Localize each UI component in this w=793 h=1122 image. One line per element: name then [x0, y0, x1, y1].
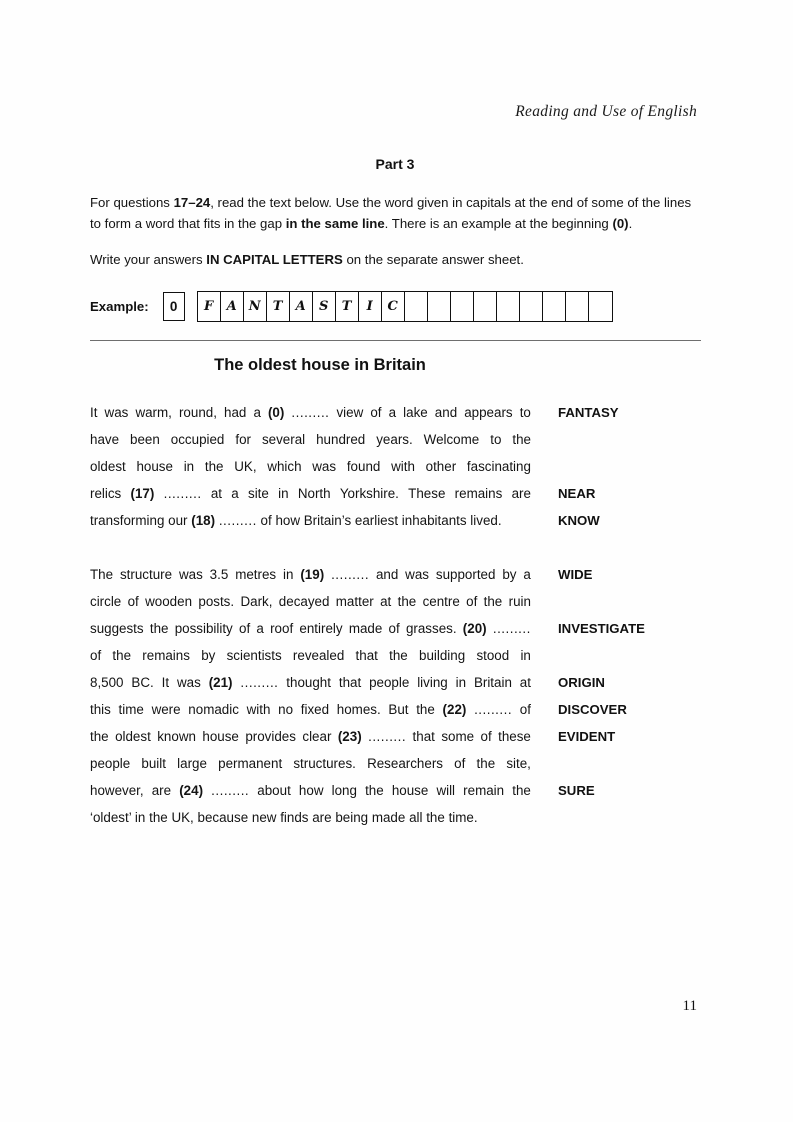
passage-word: occupied — [170, 432, 225, 447]
passage-word: The — [90, 567, 114, 582]
passage-word: however, — [90, 783, 144, 798]
passage-word: supported — [435, 567, 496, 582]
passage-word: Britain — [473, 675, 512, 690]
passage-word: other — [425, 459, 457, 474]
passage-line — [90, 507, 531, 534]
prompt-word: FANTASY — [558, 405, 619, 420]
passage-word: by — [201, 648, 216, 663]
passage-word: that — [338, 675, 362, 690]
gap-dots: ......... — [331, 567, 370, 582]
passage-word: some — [441, 729, 475, 744]
passage-word: Britain’s — [303, 513, 352, 528]
passage-word: the — [149, 810, 168, 825]
passage-line — [90, 804, 531, 831]
passage-word: of — [127, 594, 139, 609]
prompt-word-blank — [558, 588, 708, 615]
prompt-word-blank — [558, 534, 708, 561]
passage-word: in — [283, 567, 294, 582]
instructions-text-b: , read the text below. Use the word given in capitals at the end of some of the lines to form a word that fits in the gap — [90, 195, 692, 231]
passage-word: made — [348, 621, 383, 636]
passage-word: a — [253, 405, 261, 420]
passage-word: appears — [464, 405, 513, 420]
passage-word: was — [176, 675, 201, 690]
passage-word: site — [248, 486, 269, 501]
passage-word: been — [130, 432, 160, 447]
example-answer-cell-empty[interactable] — [451, 292, 474, 321]
passage-word: in — [455, 675, 467, 690]
passage-word: a — [256, 621, 264, 636]
passage-word: all — [409, 810, 423, 825]
passage-word: was — [178, 567, 203, 582]
passage-word: of — [480, 729, 492, 744]
section-divider — [90, 340, 701, 341]
passage-word: by — [502, 567, 517, 582]
example-answer-cell[interactable]: F — [198, 292, 221, 321]
passage-word: Dark, — [240, 594, 273, 609]
passage-word: how — [275, 513, 301, 528]
passage-word: the — [483, 594, 503, 609]
passage-word: the — [112, 648, 132, 663]
passage-word: will — [436, 783, 456, 798]
passage-word: revealed — [292, 648, 345, 663]
passage-line — [90, 750, 531, 777]
passage-word: was — [312, 459, 337, 474]
passage-line — [90, 615, 531, 642]
prompt-word-blank — [558, 750, 708, 777]
passage-word: transforming — [90, 513, 165, 528]
passage-word: to — [490, 432, 502, 447]
passage-word: our — [168, 513, 188, 528]
passage-line — [90, 777, 531, 804]
passage-word: in — [278, 486, 289, 501]
passage-word: wooden — [145, 594, 193, 609]
passage-word: lake — [403, 405, 428, 420]
passage-word: circle — [90, 594, 122, 609]
instructions-paragraph — [90, 192, 702, 234]
prompt-word: SURE — [558, 783, 595, 798]
passage-word: a — [231, 486, 239, 501]
passage-word: house — [391, 783, 429, 798]
passage-word: the — [512, 432, 531, 447]
example-row — [90, 291, 613, 322]
capital-letters-emphasis: IN CAPITAL LETTERS — [206, 252, 343, 267]
passage-line — [90, 696, 531, 723]
example-answer-cell-empty[interactable] — [543, 292, 566, 321]
passage-word: the — [90, 729, 109, 744]
same-line-emphasis: in the same line — [285, 216, 385, 231]
instructions-text-d: . — [628, 216, 633, 231]
example-answer-cell[interactable]: N — [244, 292, 267, 321]
passage-word: the — [365, 783, 384, 798]
example-label: Example: — [90, 298, 149, 314]
passage-word: new — [251, 810, 277, 825]
passage-word: being — [335, 810, 369, 825]
question-number: (17) — [130, 486, 155, 501]
passage-line — [90, 588, 531, 615]
prompt-word: DISCOVER — [558, 702, 627, 717]
passage-word: suggests — [90, 621, 144, 636]
passage-word: grasses. — [405, 621, 457, 636]
passage-word: earliest — [354, 513, 399, 528]
prompt-word-blank — [558, 426, 708, 453]
passage-word: with — [391, 459, 415, 474]
example-answer-cell[interactable]: S — [313, 292, 336, 321]
passage-word: are — [511, 486, 531, 501]
passage-word: in — [520, 648, 531, 663]
passage-word: of — [466, 594, 478, 609]
passage-word: to — [519, 405, 531, 420]
passage-word: in — [134, 810, 146, 825]
passage-word: and — [375, 567, 399, 582]
question-number: (20) — [462, 621, 487, 636]
question-number: (21) — [208, 675, 233, 690]
passage-word: hundred — [316, 432, 366, 447]
gap-dots: ......... — [474, 702, 513, 717]
example-answer-cell[interactable]: I — [359, 292, 382, 321]
example-answer-cell[interactable]: T — [336, 292, 359, 321]
instructions-text-a: For questions — [90, 195, 174, 210]
passage-word: people — [369, 675, 410, 690]
passage-word: stood — [476, 648, 510, 663]
passage-word: long — [331, 783, 357, 798]
passage-word: thought — [286, 675, 331, 690]
passage-word: BC. — [131, 675, 154, 690]
passage-word: decayed — [278, 594, 330, 609]
write-answers-instruction — [90, 249, 702, 270]
passage-line — [90, 669, 531, 696]
passage-word: which — [267, 459, 302, 474]
passage-word: warm, — [135, 405, 172, 420]
passage-word: that — [355, 648, 378, 663]
passage-line — [90, 642, 531, 669]
passage-line — [90, 723, 531, 750]
question-number: (19) — [300, 567, 325, 582]
passage-word: Welcome — [423, 432, 480, 447]
question-number: (0) — [267, 405, 285, 420]
passage-word: 3.5 — [209, 567, 229, 582]
passage-word: several — [261, 432, 306, 447]
passage-word: of — [90, 648, 102, 663]
passage-word: site, — [506, 756, 531, 771]
running-header: Reading and Use of English — [515, 103, 697, 120]
passage-word: were — [151, 702, 181, 717]
prompt-word-blank — [558, 642, 708, 669]
passage-word: Researchers — [367, 756, 443, 771]
passage-word: the — [476, 756, 496, 771]
example-answer-cell-empty[interactable] — [405, 292, 428, 321]
passage-word: the — [426, 810, 445, 825]
passage-word: house — [136, 459, 173, 474]
passage-word: clear — [302, 729, 332, 744]
passage-word: of — [388, 621, 400, 636]
passage-word: round, — [178, 405, 217, 420]
passage-word: how — [298, 783, 324, 798]
passage-word: was — [104, 405, 129, 420]
passage-blank-line — [90, 534, 531, 561]
gap-dots: ......... — [291, 405, 330, 420]
passage-word: for — [235, 432, 251, 447]
passage-word: these — [498, 729, 531, 744]
passage-word: with — [246, 702, 271, 717]
prompt-word: NEAR — [558, 486, 596, 501]
passage-word: inhabitants — [401, 513, 467, 528]
passage-word: structures. — [293, 756, 356, 771]
passage-word: remains — [454, 486, 503, 501]
example-answer-cell-empty[interactable] — [474, 292, 497, 321]
passage-line — [90, 561, 531, 588]
passage-word: nomadic — [188, 702, 239, 717]
passage-word: Yorkshire. — [339, 486, 399, 501]
passage-word: known — [157, 729, 196, 744]
passage-word: no — [278, 702, 294, 717]
prompt-word: ORIGIN — [558, 675, 605, 690]
passage-word: roof — [270, 621, 294, 636]
passage-word: entirely — [299, 621, 343, 636]
passage-word: in — [183, 459, 195, 474]
passage-word: at — [380, 594, 392, 609]
prompt-word: EVIDENT — [558, 729, 616, 744]
passage-word: are — [151, 783, 172, 798]
passage-word: permanent — [218, 756, 283, 771]
passage-word: of — [260, 513, 272, 528]
passage-word: the — [416, 702, 435, 717]
passage-word: house — [202, 729, 239, 744]
passage-word: It — [90, 405, 98, 420]
passage-word: building — [419, 648, 466, 663]
passage-text-column — [90, 399, 531, 831]
passage-word: homes. — [336, 702, 381, 717]
example-answer-cell-empty[interactable] — [497, 292, 520, 321]
passage-word: at — [519, 675, 531, 690]
passage-word: the — [204, 459, 224, 474]
example-answer-cell[interactable]: T — [267, 292, 290, 321]
passage-word: view — [336, 405, 364, 420]
passage-word: lived. — [470, 513, 502, 528]
passage-word: of — [370, 405, 382, 420]
passage-word: found — [346, 459, 381, 474]
passage-word: centre — [422, 594, 460, 609]
passage-word: at — [210, 486, 223, 501]
passage-word: remains — [142, 648, 190, 663]
passage-word: UK, — [171, 810, 194, 825]
passage-word: scientists — [226, 648, 282, 663]
passage-word: the — [149, 621, 169, 636]
passage-word: that — [412, 729, 435, 744]
example-answer-cell-empty[interactable] — [520, 292, 543, 321]
example-answer-cell[interactable]: A — [290, 292, 313, 321]
question-number: (24) — [179, 783, 204, 798]
gap-dots: ......... — [211, 783, 250, 798]
question-number: (22) — [442, 702, 467, 717]
gap-dots: ......... — [492, 621, 531, 636]
passage-word: matter — [335, 594, 374, 609]
prompt-word: INVESTIGATE — [558, 621, 645, 636]
write-answers-text-b: on the separate answer sheet. — [342, 252, 524, 267]
passage-word: finds — [280, 810, 309, 825]
passage-title: The oldest house in Britain — [214, 356, 426, 374]
passage-word: posts. — [198, 594, 235, 609]
passage-word: years. — [376, 432, 413, 447]
question-range: 17–24 — [173, 195, 211, 210]
passage-word: have — [90, 432, 120, 447]
example-answer-cell-empty[interactable] — [566, 292, 589, 321]
example-reference: (0) — [612, 216, 629, 231]
passage-line — [90, 453, 531, 480]
gap-dots: ......... — [240, 675, 279, 690]
passage-word: are — [312, 810, 332, 825]
passage-word: metres — [235, 567, 277, 582]
question-number: (23) — [337, 729, 362, 744]
passage-word: time. — [448, 810, 478, 825]
passage-word: UK, — [234, 459, 257, 474]
passage-line — [90, 480, 531, 507]
passage-word: 8,500 — [90, 675, 124, 690]
example-answer-cell-empty[interactable] — [428, 292, 451, 321]
passage-word: of — [239, 621, 251, 636]
gap-dots: ......... — [218, 513, 257, 528]
passage-word: fixed — [300, 702, 330, 717]
passage-word: remain — [463, 783, 505, 798]
example-question-number-box: 0 — [163, 292, 185, 321]
passage-word: structure — [119, 567, 173, 582]
passage-word: relics — [90, 486, 122, 501]
gap-dots: ......... — [163, 486, 202, 501]
passage-word: living — [417, 675, 448, 690]
passage-word: It — [161, 675, 170, 690]
passage-word: this — [90, 702, 111, 717]
example-answer-cell-empty[interactable] — [589, 292, 612, 321]
example-answer-cell[interactable]: C — [382, 292, 405, 321]
prompt-word: KNOW — [558, 513, 600, 528]
passage-word: But — [388, 702, 409, 717]
passage-word: the — [397, 594, 417, 609]
prompt-word-blank — [558, 453, 708, 480]
passage-word: oldest — [115, 729, 151, 744]
passage-word: and — [434, 405, 458, 420]
question-number: (18) — [191, 513, 216, 528]
passage-word: large — [177, 756, 207, 771]
passage-word: because — [197, 810, 249, 825]
passage-word: fascinating — [466, 459, 531, 474]
passage-word: time — [118, 702, 144, 717]
example-answer-grid[interactable] — [197, 291, 613, 322]
prompt-word-column — [558, 399, 708, 831]
gap-dots: ......... — [368, 729, 407, 744]
passage-word: a — [523, 567, 531, 582]
page-number: 11 — [682, 998, 697, 1014]
write-answers-text-a: Write your answers — [90, 252, 207, 267]
instructions-text-c: . There is an example at the beginning — [384, 216, 613, 231]
passage-word: had — [224, 405, 247, 420]
prompt-word: WIDE — [558, 567, 593, 582]
passage-word: made — [371, 810, 406, 825]
passage-word: the — [512, 783, 531, 798]
passage-word: of — [454, 756, 466, 771]
passage-word: These — [408, 486, 446, 501]
passage-word: ruin — [508, 594, 531, 609]
passage-word: North — [297, 486, 331, 501]
passage-word: oldest — [90, 459, 126, 474]
passage-word: a — [388, 405, 397, 420]
passage-word: built — [141, 756, 166, 771]
passage-word: people — [90, 756, 131, 771]
passage-word: about — [257, 783, 291, 798]
passage-word: possibility — [174, 621, 233, 636]
passage-word: was — [405, 567, 429, 582]
passage-word: the — [389, 648, 408, 663]
example-answer-cell[interactable]: A — [221, 292, 244, 321]
passage-line — [90, 399, 531, 426]
passage-word: of — [519, 702, 531, 717]
prompt-word-blank — [558, 804, 708, 831]
passage-word: provides — [245, 729, 296, 744]
part-title: Part 3 — [375, 156, 415, 172]
passage-line — [90, 426, 531, 453]
passage-word: ‘oldest’ — [90, 810, 132, 825]
